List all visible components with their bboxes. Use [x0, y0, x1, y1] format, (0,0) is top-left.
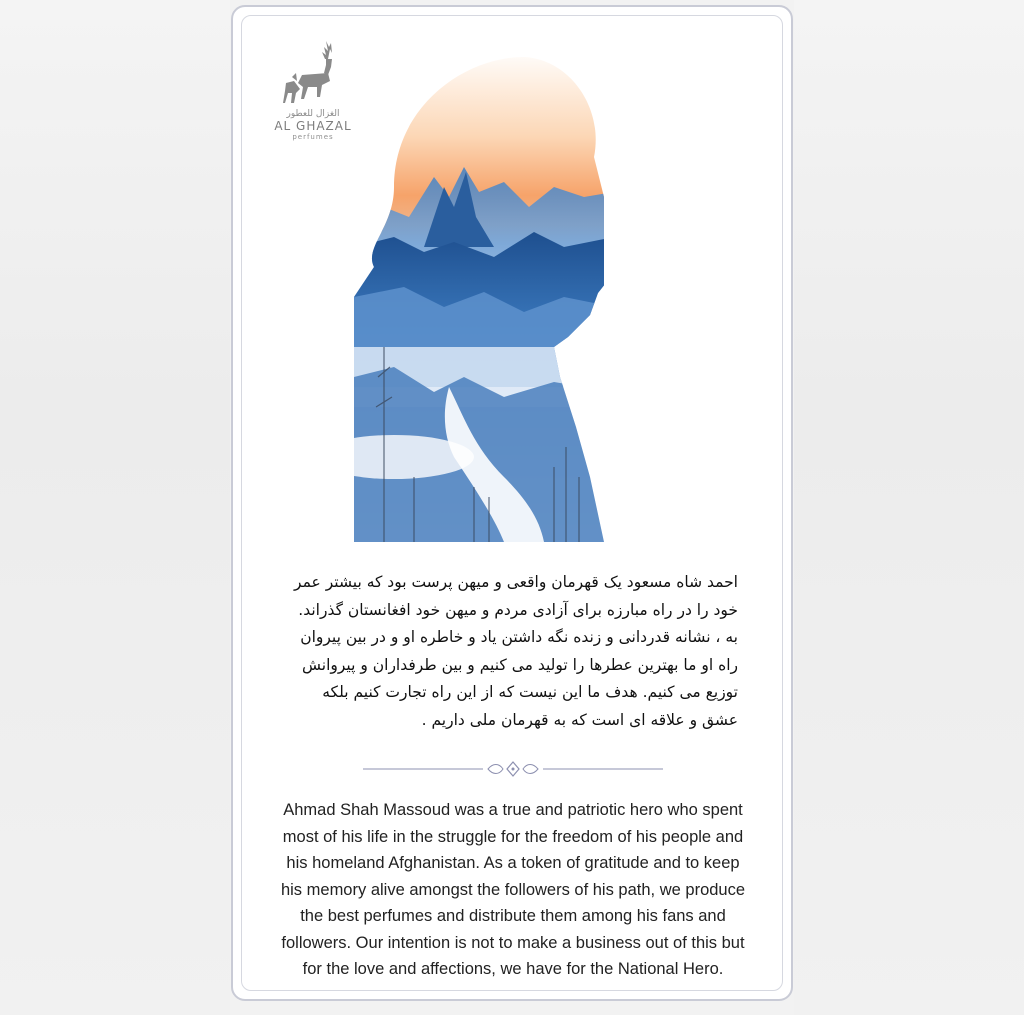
deer-icon	[282, 37, 344, 107]
english-line: Ahmad Shah Massoud was a true and patriotic hero who spent	[283, 801, 743, 819]
english-line: his memory alive amongst the followers of his path, we produce	[280, 880, 746, 899]
mountain-portrait-silhouette-icon	[354, 47, 604, 542]
english-line: for the love and affections, we have for the National Hero.	[302, 960, 724, 978]
english-line: most of his life in the struggle for the freedom of his people and	[282, 827, 744, 846]
persian-paragraph: احمد شاه مسعود یک قهرمان واقعی و میهن پرست بود که بیشتر عمر خود را در راه مبارزه برای آزادی مردم و میهن خود افغانستان گذراند. به ، نشانه قدردانی و زنده نگه داشتن یاد و خاطره او و در بین پیروان راه او ما بهترین عطرها را تولید می کنیم و بین طرفداران و پیروانش توزیع می کنیم. هدف ما این نیست که از این راه تجارت کنیم بلکه عشق و علاقه ای است که به قهرمان ملی داریم .	[294, 573, 738, 729]
english-paragraph	[263, 797, 763, 983]
english-line: followers. Our intention is not to make a business out of this but	[281, 933, 745, 952]
logo-subtitle: perfumes	[292, 133, 334, 141]
english-line: his homeland Afghanistan. As a token of gratitude and to keep	[286, 854, 740, 872]
logo-arabic-text: الغزال للعطور	[286, 109, 340, 119]
brand-logo	[273, 37, 353, 157]
logo-brand-name: AL GHAZAL	[274, 119, 352, 133]
announcement-card	[231, 5, 793, 1001]
background-left	[0, 0, 230, 1015]
english-line: the best perfumes and distribute them among his fans and	[300, 907, 726, 925]
ornament-divider-icon	[353, 759, 673, 779]
background-right	[794, 0, 1024, 1015]
